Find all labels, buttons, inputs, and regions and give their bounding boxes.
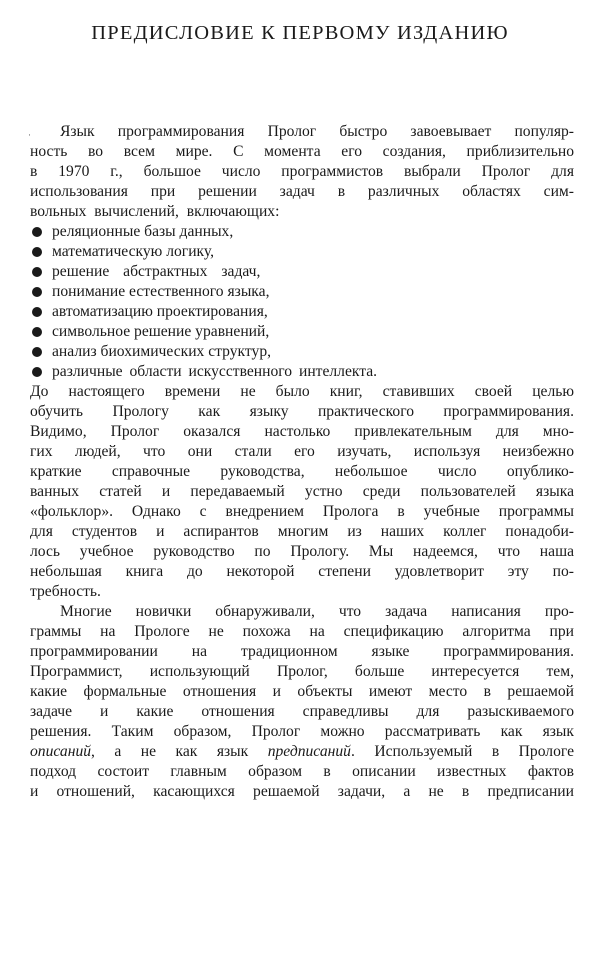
bullet-icon [32, 267, 42, 277]
text-line: гих людей, что они стали его изучать, используя неизбежно [30, 443, 574, 460]
text-line: в 1970 г., большое число программистов выбрали Пролог для [30, 163, 574, 180]
text-line: вольных вычислений, включающих: [30, 203, 280, 220]
text-line: Многие новички обнаруживали, что задача написания про- [60, 603, 574, 620]
text-line: граммы на Прологе не похожа на спецификацию алгоритма при [30, 623, 574, 640]
text-line: требность. [30, 583, 101, 600]
list-item: понимание естественного языка, [30, 282, 574, 302]
text-line: ванных статей и передаваемый устно среди пользователей языка [30, 483, 574, 500]
paragraph-3 [30, 602, 574, 802]
text-line: Программист, использующий Пролог, больше интересуется тем, [30, 663, 574, 680]
text-line: какие формальные отношения и объекты имеют место в решаемой [30, 683, 574, 700]
text-line: использования при решении задач в различных областях сим- [30, 183, 574, 200]
bullet-icon [32, 287, 42, 297]
emphasis-prescriptions: предписаний [267, 743, 351, 760]
paragraph-2 [30, 382, 574, 602]
text-line: Видимо, Пролог оказался настолько привлекательным для мно- [30, 423, 574, 440]
bullet-icon [32, 347, 42, 357]
bullet-icon [32, 367, 42, 377]
list-item: решение абстрактных задач, [30, 262, 574, 282]
text-line: решения. Таким образом, Пролог можно рассматривать как язык [30, 723, 574, 740]
bullet-icon [32, 327, 42, 337]
text-line: ность во всем мире. С момента его создания, приблизительно [30, 143, 574, 160]
page-title: ПРЕДИСЛОВИЕ К ПЕРВОМУ ИЗДАНИЮ [91, 22, 509, 44]
text-line: подход состоит главным образом в описании известных фактов [30, 763, 574, 780]
text-line: краткие справочные руководства, небольшое число опублико- [30, 463, 574, 480]
text-line: и отношений, касающихся решаемой задачи, а не в предписании [30, 783, 574, 800]
body-text [30, 122, 574, 802]
list-item: анализ биохимических структур, [30, 342, 574, 362]
text-line: лось учебное руководство по Прологу. Мы надеемся, что наша [30, 543, 574, 560]
text-line: программировании на традиционном языке программирования. [30, 643, 574, 660]
text-line-italic: описаний, а не как язык предписаний. Используемый в Прологе [30, 743, 574, 760]
emphasis-descriptions: описаний [30, 743, 92, 760]
list-item: автоматизацию проектирования, [30, 302, 574, 322]
text-line: для студентов и аспирантов многим из наших коллег понадоби- [30, 523, 574, 540]
bullet-list [30, 222, 574, 382]
margin-mark: · [28, 130, 31, 140]
bullet-icon [32, 247, 42, 257]
bullet-icon [32, 227, 42, 237]
text-line: «фольклор». Однако с внедрением Пролога в учебные программы [30, 503, 574, 520]
list-item: реляционные базы данных, [30, 222, 574, 242]
text-line: обучить Прологу как языку практического программирования. [30, 403, 574, 420]
list-item: математическую логику, [30, 242, 574, 262]
list-item: символьное решение уравнений, [30, 322, 574, 342]
text-line: небольшая книга до некоторой степени удовлетворит эту по- [30, 563, 574, 580]
text-line: задаче и какие отношения справедливы для разыскиваемого [30, 703, 574, 720]
text-line: Язык программирования Пролог быстро завоевывает популяр- [60, 123, 574, 140]
list-item: различные области искусственного интеллекта. [30, 362, 574, 382]
bullet-icon [32, 307, 42, 317]
text-line: До настоящего времени не было книг, ставивших своей целью [30, 383, 574, 400]
intro-paragraph [30, 122, 574, 222]
